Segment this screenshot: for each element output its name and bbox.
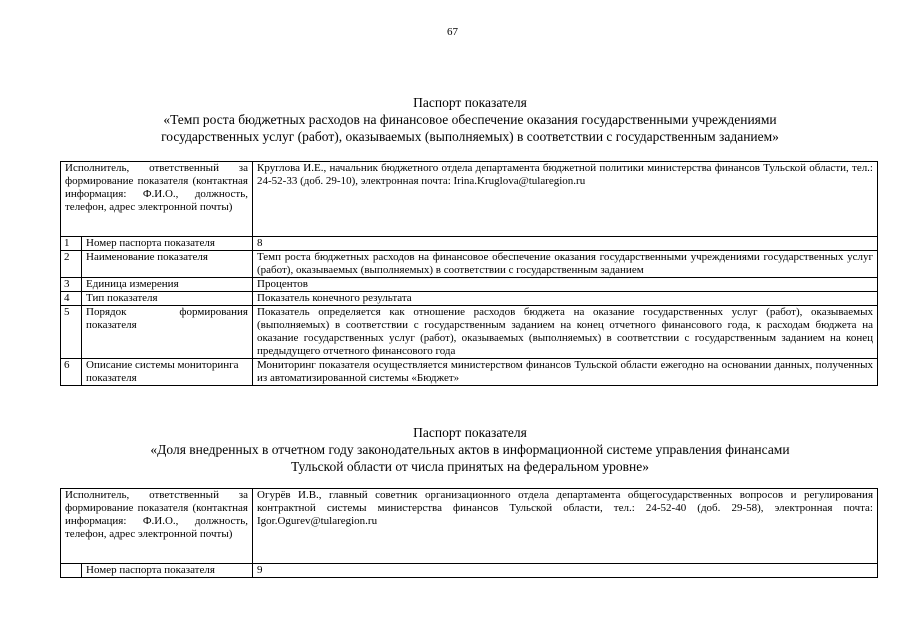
row-label: Наименование показателя bbox=[82, 251, 253, 278]
row-label: Номер паспорта показателя bbox=[82, 237, 253, 251]
row-label: Номер паспорта показателя bbox=[82, 564, 253, 578]
executor-row bbox=[61, 162, 878, 237]
executor-value: Огурёв И.В., главный советник организационного отдела департамента общегосударственных вопросов и регулирования контрактной системы министерства финансов Тульской области, тел.: 24-52-40 (доб. 29-58), электронная почта: Igor.Ogurev@tularegion.ru bbox=[253, 489, 878, 564]
table-row bbox=[61, 292, 878, 306]
row-value: Показатель конечного результата bbox=[253, 292, 878, 306]
passport-1-title bbox=[60, 94, 880, 145]
page-number: 67 bbox=[447, 26, 458, 38]
passport-2-name-line-2: Тульской области от числа принятых на федеральном уровне» bbox=[290, 459, 650, 474]
row-value: 8 bbox=[253, 237, 878, 251]
row-number: 2 bbox=[61, 251, 82, 278]
passport-1-name-line-2: государственных услуг (работ), оказываемых (выполняемых) в соответствии с государственным заданием» bbox=[161, 129, 779, 144]
table-row bbox=[61, 306, 878, 359]
row-value: Мониторинг показателя осуществляется министерством финансов Тульской области ежегодно на основании данных, полученных из автоматизированной системы «Бюджет» bbox=[253, 359, 878, 386]
table-row bbox=[61, 564, 878, 578]
row-number: 4 bbox=[61, 292, 82, 306]
executor-row bbox=[61, 489, 878, 564]
passport-1-heading: Паспорт показателя bbox=[413, 95, 527, 110]
table-row bbox=[61, 251, 878, 278]
passport-1-table bbox=[60, 161, 878, 386]
row-value: 9 bbox=[253, 564, 878, 578]
row-value: Темп роста бюджетных расходов на финансовое обеспечение оказания государственными учреждениями государственных услуг (работ), оказываемых (выполняемых) в соответствии с государственным заданием bbox=[253, 251, 878, 278]
passport-2-heading: Паспорт показателя bbox=[413, 425, 527, 440]
row-number: 5 bbox=[61, 306, 82, 359]
row-number: 6 bbox=[61, 359, 82, 386]
row-label: Описание системы мониторинга показателя bbox=[82, 359, 253, 386]
row-number: 3 bbox=[61, 278, 82, 292]
row-number: 1 bbox=[61, 237, 82, 251]
table-row bbox=[61, 278, 878, 292]
executor-label: Исполнитель, ответственный за формирование показателя (контактная информация: Ф.И.О., должность, телефон, адрес электронной почты) bbox=[61, 162, 253, 237]
executor-label: Исполнитель, ответственный за формирование показателя (контактная информация: Ф.И.О., должность, телефон, адрес электронной почты) bbox=[61, 489, 253, 564]
passport-2-name-line-1: «Доля внедренных в отчетном году законодательных актов в информационной системе управления финансами bbox=[150, 442, 790, 457]
executor-value: Круглова И.Е., начальник бюджетного отдела департамента бюджетной политики министерства финансов Тульской области, тел.: 24-52-33 (доб. 29-10), электронная почта: Irina.Kruglova@tularegion.ru bbox=[253, 162, 878, 237]
passport-2-table bbox=[60, 488, 878, 578]
row-label: Единица измерения bbox=[82, 278, 253, 292]
row-label: Порядок формирования показателя bbox=[82, 306, 253, 359]
row-value: Показатель определяется как отношение расходов бюджета на оказание государственных услуг (работ), оказываемых (выполняемых) в соответствии с государственным заданием на конец отчетного финансового года, к расходам бюджета на оказание государственных услуг (работ), оказываемых (выполняемых) в соответствии с государственным заданием на конец предыдущего отчетного финансового года bbox=[253, 306, 878, 359]
passport-2-title bbox=[60, 424, 880, 475]
table-row bbox=[61, 359, 878, 386]
passport-1-name-line-1: «Темп роста бюджетных расходов на финансовое обеспечение оказания государственными учреждениями bbox=[163, 112, 777, 127]
row-label: Тип показателя bbox=[82, 292, 253, 306]
table-row bbox=[61, 237, 878, 251]
row-number bbox=[61, 564, 82, 578]
row-value: Процентов bbox=[253, 278, 878, 292]
